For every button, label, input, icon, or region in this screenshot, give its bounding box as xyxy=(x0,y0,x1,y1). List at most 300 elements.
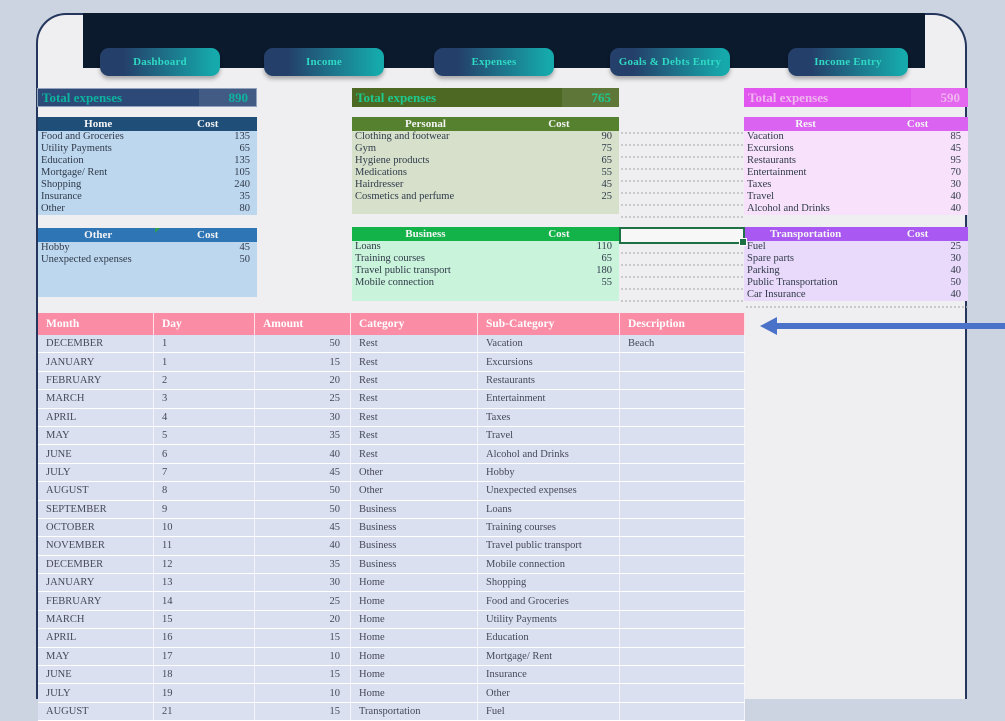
ledger-cell-day[interactable]: 18 xyxy=(154,666,255,683)
ledger-cell-subcategory[interactable]: Unexpected expenses xyxy=(478,482,620,499)
category-row[interactable] xyxy=(38,167,257,179)
ledger-cell-subcategory[interactable]: Training courses xyxy=(478,519,620,536)
category-row-name: Public Transportation xyxy=(747,277,838,288)
ledger-cell-category[interactable]: Rest xyxy=(351,335,478,352)
category-row-cost: 110 xyxy=(596,241,612,252)
total-expenses-bar xyxy=(37,88,257,107)
category-row[interactable] xyxy=(38,131,257,143)
ledger-cell-day[interactable]: 11 xyxy=(154,537,255,554)
category-row-name: Travel xyxy=(747,191,775,202)
ledger-cell-description[interactable] xyxy=(620,537,745,554)
category-row-name: Travel public transport xyxy=(355,265,451,276)
category-row[interactable] xyxy=(38,179,257,191)
ledger-cell-month[interactable]: DECEMBER xyxy=(38,335,154,352)
ledger-row xyxy=(38,611,745,629)
category-row-cost: 65 xyxy=(239,143,250,154)
ledger-row xyxy=(38,445,745,463)
category-row-cost: 35 xyxy=(239,191,250,202)
category-row[interactable] xyxy=(38,254,257,266)
nav-tab-button[interactable] xyxy=(264,48,384,76)
ledger-cell-amount[interactable]: 35 xyxy=(255,427,351,444)
ledger-cell-amount[interactable]: 15 xyxy=(255,666,351,683)
ledger-cell-subcategory[interactable]: Loans xyxy=(478,501,620,518)
ledger-cell-amount[interactable]: 35 xyxy=(255,556,351,573)
ledger-cell-category[interactable]: Business xyxy=(351,501,478,518)
category-row[interactable] xyxy=(352,131,619,143)
pointer-arrow-shaft xyxy=(775,323,1005,329)
ledger-cell-amount[interactable]: 10 xyxy=(255,648,351,665)
category-row-name: Parking xyxy=(747,265,780,276)
ledger-cell-day[interactable]: 7 xyxy=(154,464,255,481)
category-table-header[interactable] xyxy=(38,117,257,131)
ledger-cell-category[interactable]: Rest xyxy=(351,390,478,407)
ledger-cell-day[interactable]: 12 xyxy=(154,556,255,573)
ledger-cell-month[interactable]: JULY xyxy=(38,464,154,481)
ledger-cell-subcategory[interactable]: Restaurants xyxy=(478,372,620,389)
ledger-cell-day[interactable]: 13 xyxy=(154,574,255,591)
ledger-column-header[interactable] xyxy=(255,313,351,335)
ledger-row xyxy=(38,556,745,574)
category-row[interactable] xyxy=(352,167,619,179)
category-row-name: Utility Payments xyxy=(41,143,112,154)
category-row[interactable] xyxy=(352,253,619,265)
ledger-cell-description[interactable] xyxy=(620,556,745,573)
ledger-row xyxy=(38,592,745,610)
category-row[interactable] xyxy=(744,131,968,143)
category-row-name: Entertainment xyxy=(747,167,807,178)
category-row[interactable] xyxy=(352,241,619,253)
ledger-cell-day[interactable]: 5 xyxy=(154,427,255,444)
ledger-cell-category[interactable]: Home xyxy=(351,648,478,665)
ledger-cell-day[interactable]: 10 xyxy=(154,519,255,536)
category-row[interactable] xyxy=(744,179,968,191)
ledger-cell-description[interactable] xyxy=(620,519,745,536)
category-row[interactable] xyxy=(744,155,968,167)
category-table-body xyxy=(744,131,968,215)
category-row-cost: 25 xyxy=(601,191,612,202)
category-table xyxy=(744,227,968,301)
category-row-name: Hobby xyxy=(41,242,70,253)
total-expenses-bar xyxy=(352,88,619,107)
ledger-row xyxy=(38,537,745,555)
ledger-cell-subcategory[interactable]: Other xyxy=(478,684,620,701)
category-table xyxy=(744,117,968,215)
ledger-cell-amount[interactable]: 45 xyxy=(255,464,351,481)
cost-column-label: Cost xyxy=(906,118,929,130)
ledger-cell-amount[interactable]: 50 xyxy=(255,335,351,352)
nav-tab-label: Dashboard xyxy=(133,56,187,68)
category-table-header[interactable] xyxy=(744,227,968,241)
selected-cell[interactable] xyxy=(619,227,745,244)
ledger-cell-description[interactable]: Beach xyxy=(620,335,745,352)
ledger-cell-description[interactable] xyxy=(620,592,745,609)
category-row-cost: 45 xyxy=(950,143,961,154)
ledger-body xyxy=(38,335,745,721)
category-row-cost: 50 xyxy=(950,277,961,288)
ledger-cell-month[interactable]: JANUARY xyxy=(38,574,154,591)
ledger-cell-month[interactable]: SEPTEMBER xyxy=(38,501,154,518)
ledger-cell-description[interactable] xyxy=(620,666,745,683)
ledger-cell-subcategory[interactable]: Mobile connection xyxy=(478,556,620,573)
category-row-name: Restaurants xyxy=(747,155,796,166)
ledger-cell-amount[interactable]: 15 xyxy=(255,353,351,370)
ledger-cell-month[interactable]: JUNE xyxy=(38,445,154,462)
category-row-cost: 45 xyxy=(601,179,612,190)
category-table-header[interactable] xyxy=(352,227,619,241)
ledger-cell-day[interactable]: 9 xyxy=(154,501,255,518)
ledger-cell-day[interactable]: 14 xyxy=(154,592,255,609)
ledger-cell-amount[interactable]: 40 xyxy=(255,537,351,554)
ledger-cell-amount[interactable]: 15 xyxy=(255,703,351,720)
ledger-cell-amount[interactable]: 40 xyxy=(255,445,351,462)
ledger-column-header[interactable] xyxy=(154,313,255,335)
ledger-cell-description[interactable] xyxy=(620,648,745,665)
ledger-cell-category[interactable]: Home xyxy=(351,592,478,609)
ledger-column-header[interactable] xyxy=(620,313,745,335)
ledger-cell-category[interactable]: Other xyxy=(351,464,478,481)
category-row[interactable] xyxy=(38,155,257,167)
ledger-cell-subcategory[interactable]: Insurance xyxy=(478,666,620,683)
ledger-cell-subcategory[interactable]: Mortgage/ Rent xyxy=(478,648,620,665)
category-row[interactable] xyxy=(38,203,257,215)
ledger-cell-description[interactable] xyxy=(620,482,745,499)
ledger-cell-amount[interactable]: 30 xyxy=(255,409,351,426)
ledger-cell-month[interactable]: FEBRUARY xyxy=(38,592,154,609)
ledger-cell-description[interactable] xyxy=(620,684,745,701)
ledger-cell-month[interactable]: JANUARY xyxy=(38,353,154,370)
category-row[interactable] xyxy=(744,277,968,289)
ledger-cell-month[interactable]: MAY xyxy=(38,648,154,665)
category-row-name: Loans xyxy=(355,241,381,252)
ledger-cell-amount[interactable]: 25 xyxy=(255,592,351,609)
ledger-cell-description[interactable] xyxy=(620,353,745,370)
category-row-cost: 50 xyxy=(239,254,250,265)
category-row[interactable] xyxy=(744,191,968,203)
ledger-cell-day[interactable]: 1 xyxy=(154,335,255,352)
category-row-name: Alcohol and Drinks xyxy=(747,203,830,214)
ledger-cell-category[interactable]: Business xyxy=(351,537,478,554)
category-row-cost: 45 xyxy=(239,242,250,253)
ledger-cell-subcategory[interactable]: Entertainment xyxy=(478,390,620,407)
total-expenses-label: Total expenses xyxy=(356,89,437,105)
ledger-cell-category[interactable]: Home xyxy=(351,611,478,628)
ledger-cell-description[interactable] xyxy=(620,501,745,518)
ledger-cell-description[interactable] xyxy=(620,427,745,444)
ledger-cell-amount[interactable]: 30 xyxy=(255,574,351,591)
total-expenses-label: Total expenses xyxy=(42,89,123,105)
ledger-cell-category[interactable]: Home xyxy=(351,629,478,646)
ledger-cell-amount[interactable]: 20 xyxy=(255,372,351,389)
category-row-cost: 25 xyxy=(950,241,961,252)
category-row[interactable] xyxy=(352,179,619,191)
category-row-cost: 40 xyxy=(950,191,961,202)
ledger-cell-subcategory[interactable]: Hobby xyxy=(478,464,620,481)
ledger-cell-description[interactable] xyxy=(620,409,745,426)
category-row[interactable] xyxy=(38,191,257,203)
category-row-cost: 55 xyxy=(601,167,612,178)
category-table-body xyxy=(352,131,619,214)
category-table xyxy=(352,117,619,214)
nav-tab-button[interactable] xyxy=(788,48,908,76)
category-row-cost: 180 xyxy=(596,265,612,276)
ledger-row xyxy=(38,519,745,537)
category-row-name: Spare parts xyxy=(747,253,794,264)
ledger-column-header[interactable] xyxy=(478,313,620,335)
ledger-cell-category[interactable]: Home xyxy=(351,574,478,591)
category-row-cost: 40 xyxy=(950,203,961,214)
ledger-cell-category[interactable]: Transportation xyxy=(351,703,478,720)
category-row-cost: 135 xyxy=(234,155,250,166)
category-row-name: Unexpected expenses xyxy=(41,254,132,265)
ledger-cell-month[interactable]: AUGUST xyxy=(38,482,154,499)
category-table-body xyxy=(352,241,619,301)
cost-column-label: Cost xyxy=(548,118,570,130)
category-row-cost: 90 xyxy=(601,131,612,142)
ledger-cell-day[interactable]: 17 xyxy=(154,648,255,665)
ledger-row xyxy=(38,574,745,592)
category-table-body xyxy=(38,131,257,215)
ledger-row xyxy=(38,464,745,482)
category-row-cost: 135 xyxy=(234,131,250,142)
empty-gridlines xyxy=(744,304,968,316)
ledger-cell-subcategory[interactable]: Excursions xyxy=(478,353,620,370)
category-row[interactable] xyxy=(744,143,968,155)
category-row-cost: 75 xyxy=(601,143,612,154)
ledger-cell-amount[interactable]: 45 xyxy=(255,519,351,536)
category-row-cost: 95 xyxy=(950,155,961,166)
ledger-cell-amount[interactable]: 25 xyxy=(255,390,351,407)
ledger-cell-subcategory[interactable]: Fuel xyxy=(478,703,620,720)
category-row-name: Training courses xyxy=(355,253,425,264)
category-row[interactable] xyxy=(352,265,619,277)
expense-ledger-table xyxy=(38,313,745,721)
nav-tab-label: Expenses xyxy=(471,56,517,68)
ledger-cell-amount[interactable]: 50 xyxy=(255,501,351,518)
ledger-cell-month[interactable]: DECEMBER xyxy=(38,556,154,573)
ledger-cell-day[interactable]: 16 xyxy=(154,629,255,646)
ledger-cell-month[interactable]: JULY xyxy=(38,684,154,701)
category-row-name: Vacation xyxy=(747,131,784,142)
category-row-cost: 40 xyxy=(950,289,961,300)
ledger-cell-subcategory[interactable]: Education xyxy=(478,629,620,646)
nav-tab-label: Income Entry xyxy=(814,56,882,68)
ledger-row xyxy=(38,372,745,390)
ledger-cell-day[interactable]: 15 xyxy=(154,611,255,628)
ledger-cell-category[interactable]: Rest xyxy=(351,372,478,389)
category-row-name: Hygiene products xyxy=(355,155,430,166)
ledger-cell-category[interactable]: Business xyxy=(351,556,478,573)
ledger-cell-description[interactable] xyxy=(620,390,745,407)
total-expenses-value: 890 xyxy=(199,89,257,106)
category-row-cost: 105 xyxy=(234,167,250,178)
category-row-name: Gym xyxy=(355,143,376,154)
category-row[interactable] xyxy=(744,241,968,253)
ledger-row xyxy=(38,409,745,427)
category-row-name: Food and Groceries xyxy=(41,131,124,142)
category-row[interactable] xyxy=(38,143,257,155)
category-row[interactable] xyxy=(352,155,619,167)
category-title: Transportation xyxy=(769,228,842,240)
ledger-cell-category[interactable]: Home xyxy=(351,684,478,701)
ledger-cell-description[interactable] xyxy=(620,372,745,389)
ledger-cell-month[interactable]: AUGUST xyxy=(38,703,154,720)
category-row-name: Hairdresser xyxy=(355,179,404,190)
ledger-cell-day[interactable]: 19 xyxy=(154,684,255,701)
ledger-row xyxy=(38,482,745,500)
total-expenses-label: Total expenses xyxy=(748,89,829,105)
category-row-name: Cosmetics and perfume xyxy=(355,191,455,202)
category-row[interactable] xyxy=(352,143,619,155)
ledger-row xyxy=(38,501,745,519)
category-row-name: Shopping xyxy=(41,179,82,190)
category-row-name: Insurance xyxy=(41,191,82,202)
ledger-cell-month[interactable]: APRIL xyxy=(38,409,154,426)
category-title: Other xyxy=(84,229,113,241)
empty-gridlines xyxy=(619,130,745,310)
ledger-row xyxy=(38,666,745,684)
ledger-cell-description[interactable] xyxy=(620,703,745,720)
ledger-row xyxy=(38,353,745,371)
category-title: Home xyxy=(84,118,113,130)
nav-tab-button[interactable] xyxy=(434,48,554,76)
ledger-cell-category[interactable]: Rest xyxy=(351,445,478,462)
category-row[interactable] xyxy=(352,191,619,203)
ledger-cell-category[interactable]: Rest xyxy=(351,353,478,370)
ledger-cell-subcategory[interactable]: Travel public transport xyxy=(478,537,620,554)
category-title: Business xyxy=(405,228,446,240)
ledger-cell-category[interactable]: Rest xyxy=(351,427,478,444)
category-row[interactable] xyxy=(744,265,968,277)
ledger-cell-category[interactable]: Business xyxy=(351,519,478,536)
ledger-cell-subcategory[interactable]: Taxes xyxy=(478,409,620,426)
category-row[interactable] xyxy=(744,203,968,215)
category-table-body xyxy=(38,242,257,297)
ledger-column-label: Amount xyxy=(263,318,304,330)
category-row-name: Taxes xyxy=(747,179,772,190)
cell-note-marker xyxy=(155,228,160,233)
category-row-cost: 70 xyxy=(950,167,961,178)
ledger-cell-description[interactable] xyxy=(620,611,745,628)
category-table-body xyxy=(744,241,968,301)
category-row-name: Medications xyxy=(355,167,407,178)
nav-tab-button[interactable] xyxy=(100,48,220,76)
total-expenses-value: 590 xyxy=(911,88,969,107)
ledger-cell-month[interactable]: MARCH xyxy=(38,390,154,407)
category-row[interactable] xyxy=(38,242,257,254)
ledger-cell-subcategory[interactable]: Shopping xyxy=(478,574,620,591)
ledger-cell-month[interactable]: FEBRUARY xyxy=(38,372,154,389)
category-table-header[interactable] xyxy=(352,117,619,131)
category-table-header[interactable] xyxy=(744,117,968,131)
ledger-cell-category[interactable]: Other xyxy=(351,482,478,499)
ledger-cell-amount[interactable]: 20 xyxy=(255,611,351,628)
ledger-cell-month[interactable]: APRIL xyxy=(38,629,154,646)
pointer-arrow-icon xyxy=(760,317,777,335)
ledger-row xyxy=(38,703,745,721)
category-table xyxy=(352,227,619,301)
category-title: Personal xyxy=(404,118,446,130)
ledger-cell-day[interactable]: 8 xyxy=(154,482,255,499)
ledger-row xyxy=(38,335,745,353)
ledger-cell-subcategory[interactable]: Travel xyxy=(478,427,620,444)
ledger-cell-day[interactable]: 2 xyxy=(154,372,255,389)
category-row-cost: 30 xyxy=(950,179,961,190)
ledger-row xyxy=(38,684,745,702)
category-row-name: Excursions xyxy=(747,143,794,154)
ledger-cell-amount[interactable]: 10 xyxy=(255,684,351,701)
category-row-name: Other xyxy=(41,203,65,214)
ledger-cell-amount[interactable]: 15 xyxy=(255,629,351,646)
category-row-cost: 40 xyxy=(950,265,961,276)
ledger-column-label: Month xyxy=(46,318,80,330)
cost-column-label: Cost xyxy=(197,229,219,241)
ledger-column-header[interactable] xyxy=(38,313,154,335)
ledger-cell-day[interactable]: 21 xyxy=(154,703,255,720)
ledger-cell-category[interactable]: Rest xyxy=(351,409,478,426)
ledger-cell-subcategory[interactable]: Alcohol and Drinks xyxy=(478,445,620,462)
ledger-column-label: Sub-Category xyxy=(486,318,555,330)
category-table-header[interactable] xyxy=(38,228,257,242)
ledger-cell-month[interactable]: NOVEMBER xyxy=(38,537,154,554)
category-row[interactable] xyxy=(744,167,968,179)
ledger-cell-category[interactable]: Home xyxy=(351,666,478,683)
ledger-cell-month[interactable]: MAY xyxy=(38,427,154,444)
category-table xyxy=(38,117,257,215)
nav-tab-button[interactable] xyxy=(610,48,730,76)
category-row-cost: 65 xyxy=(601,253,612,264)
ledger-cell-subcategory[interactable]: Vacation xyxy=(478,335,620,352)
ledger-cell-subcategory[interactable]: Food and Groceries xyxy=(478,592,620,609)
nav-tab-label: Goals & Debts Entry xyxy=(618,56,722,68)
ledger-cell-day[interactable]: 3 xyxy=(154,390,255,407)
category-table xyxy=(38,228,257,297)
category-title: Rest xyxy=(795,118,816,130)
category-row-cost: 80 xyxy=(239,203,250,214)
category-row[interactable] xyxy=(744,289,968,301)
ledger-cell-subcategory[interactable]: Utility Payments xyxy=(478,611,620,628)
ledger-cell-description[interactable] xyxy=(620,574,745,591)
ledger-row xyxy=(38,390,745,408)
ledger-cell-amount[interactable]: 50 xyxy=(255,482,351,499)
cost-column-label: Cost xyxy=(197,118,219,130)
ledger-cell-day[interactable]: 4 xyxy=(154,409,255,426)
ledger-cell-month[interactable]: OCTOBER xyxy=(38,519,154,536)
ledger-cell-description[interactable] xyxy=(620,629,745,646)
ledger-cell-month[interactable]: JUNE xyxy=(38,666,154,683)
category-row-cost: 240 xyxy=(234,179,250,190)
ledger-cell-description[interactable] xyxy=(620,445,745,462)
category-row-cost: 55 xyxy=(601,277,612,288)
category-row[interactable] xyxy=(352,277,619,289)
total-expenses-bar xyxy=(744,88,968,107)
nav-tab-label: Income xyxy=(305,56,343,68)
category-row-name: Mortgage/ Rent xyxy=(41,167,108,178)
ledger-column-header[interactable] xyxy=(351,313,478,335)
ledger-cell-description[interactable] xyxy=(620,464,745,481)
category-row[interactable] xyxy=(744,253,968,265)
ledger-column-label: Day xyxy=(162,318,182,330)
ledger-row xyxy=(38,648,745,666)
ledger-cell-day[interactable]: 1 xyxy=(154,353,255,370)
ledger-cell-day[interactable]: 6 xyxy=(154,445,255,462)
ledger-row xyxy=(38,427,745,445)
category-row-name: Car Insurance xyxy=(747,289,806,300)
cost-column-label: Cost xyxy=(548,228,570,240)
ledger-cell-month[interactable]: MARCH xyxy=(38,611,154,628)
ledger-row xyxy=(38,629,745,647)
category-row-name: Clothing and footwear xyxy=(355,131,450,142)
total-expenses-value: 765 xyxy=(562,88,620,107)
